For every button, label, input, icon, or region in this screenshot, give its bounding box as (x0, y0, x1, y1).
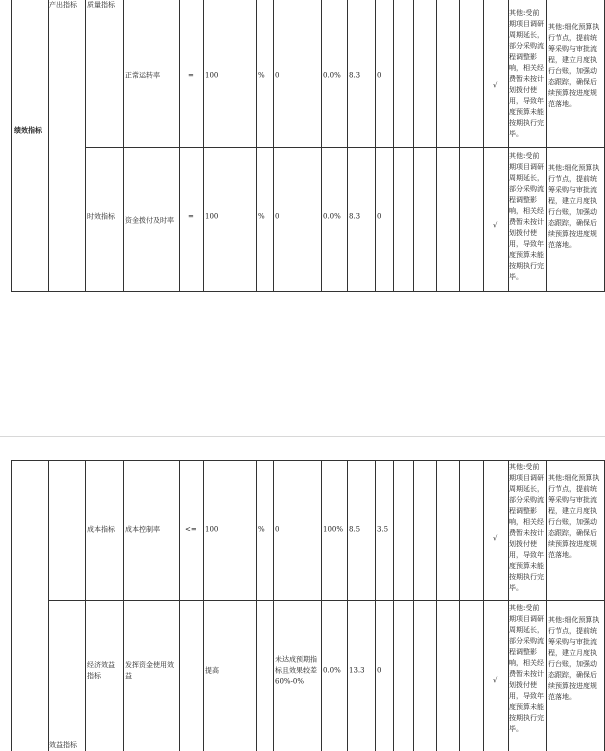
score: 0 (377, 71, 382, 80)
operator: <= (185, 525, 197, 534)
indicator-l3: 发挥资金使用效益 (125, 661, 174, 680)
score: 3.5 (377, 525, 389, 534)
deviation-reason: 其他:受前期项目调研周期延长，部分采购流程调整影响，相关经费暂未按计划拨付使用，导致年度预算未能按期执行完毕。 (509, 9, 544, 138)
indicator-l3: 成本控制率 (125, 525, 160, 534)
deviation-reason: 其他:受前期项目调研周期延长，部分采购流程调整影响，相关经费暂未按计划拨付使用，导致年度预算未能按期执行完毕。 (509, 463, 544, 592)
target-value: 100 (205, 212, 219, 221)
score: 0 (377, 666, 382, 675)
check-mark: √ (493, 676, 498, 685)
weight: 8.3 (349, 71, 361, 80)
check-mark: √ (493, 81, 498, 90)
target-value: 提高 (205, 666, 219, 675)
table-page-top (11, 0, 605, 292)
weight: 13.3 (349, 666, 365, 675)
actual-value: 0 (275, 212, 280, 221)
table-page-bottom (11, 460, 605, 751)
deviation-reason: 其他:受前期项目调研周期延长，部分采购流程调整影响，相关经费暂未按计划拨付使用，导致年度预算未能按期执行完毕。 (509, 152, 544, 281)
indicator-l3: 资金拨付及时率 (125, 216, 174, 225)
indicator-l2: 成本指标 (87, 525, 115, 534)
indicator-l2: 时效指标 (87, 212, 115, 221)
score: 0 (377, 212, 382, 221)
actual-value: 0 (275, 71, 280, 80)
completion-rate: 0.0% (323, 212, 341, 221)
page-break-line (0, 436, 605, 437)
completion-rate: 0.0% (323, 666, 341, 675)
completion-rate: 0.0% (323, 71, 341, 80)
clipped-section-label: 效益指标 (49, 741, 77, 749)
completion-rate: 100% (323, 525, 344, 534)
improvement-measure: 其他:细化预算执行节点，提前统筹采购与审批流程，建立月度执行台账，加强动态跟踪，确保后续预算按进度规范落地。 (548, 23, 600, 108)
target-value: 100 (205, 525, 219, 534)
unit: % (258, 71, 265, 80)
section-label-performance: 绩效指标 (14, 125, 42, 135)
unit: % (258, 212, 265, 221)
actual-value: 0 (275, 525, 280, 534)
operator: = (188, 71, 194, 80)
weight: 8.3 (349, 212, 361, 221)
deviation-reason: 其他:受前期项目调研周期延长，部分采购流程调整影响，相关经费暂未按计划拨付使用，导致年度预算未能按期执行完毕。 (509, 604, 544, 733)
indicator-l2: 经济效益指标 (87, 661, 115, 680)
improvement-measure: 其他:细化预算执行节点，提前统筹采购与审批流程，建立月度执行台账，加强动态跟踪，确保后续预算按进度规范落地。 (548, 164, 600, 249)
improvement-measure: 其他:细化预算执行节点，提前统筹采购与审批流程，建立月度执行台账，加强动态跟踪，确保后续预算按进度规范落地。 (548, 474, 600, 559)
clipped-header-text: 产出指标 (49, 1, 77, 9)
check-mark: √ (493, 534, 498, 543)
unit: % (258, 525, 265, 534)
clipped-header-text: 质量指标 (87, 1, 115, 9)
target-value: 100 (205, 71, 219, 80)
actual-value: 未达成预期指标且效果较差60%-0% (275, 655, 317, 686)
weight: 8.5 (349, 525, 361, 534)
operator: = (188, 212, 194, 221)
improvement-measure: 其他:细化预算执行节点，提前统筹采购与审批流程，建立月度执行台账，加强动态跟踪，确保后续预算按进度规范落地。 (548, 616, 600, 701)
check-mark: √ (493, 221, 498, 230)
indicator-l3: 正常运转率 (125, 71, 160, 80)
